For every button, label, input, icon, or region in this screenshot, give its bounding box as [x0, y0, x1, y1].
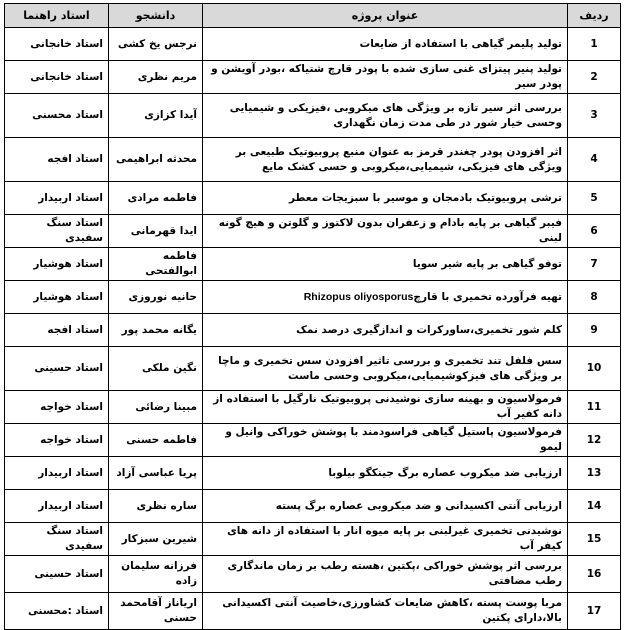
table-row: [5, 182, 621, 215]
project-title: ارزیابی ضد میکروب عصاره برگ جینکگو بیلوبا: [203, 457, 568, 490]
project-title: فیبر گیاهی بر پایه بادام و زعفران بدون لاکتوز و گلوتن و هیچ گونه لبنی: [203, 215, 568, 248]
advisor-name: استاد محسنی: [5, 94, 109, 138]
header-num: ردیف: [568, 4, 621, 28]
row-number: 8: [568, 281, 621, 314]
row-number: 11: [568, 391, 621, 424]
table-row: [5, 523, 621, 556]
row-number: 14: [568, 490, 621, 523]
table-row: [5, 490, 621, 523]
row-number: 5: [568, 182, 621, 215]
student-name: فاطمه مرادی: [109, 182, 203, 215]
student-name: محدثه ابراهیمی: [109, 138, 203, 182]
project-title-text: تهیه فرآورده تخمیری با قارچ: [413, 290, 562, 303]
advisor-name: استاد :محسنی: [5, 593, 109, 630]
advisor-name: استاد هوشیار: [5, 248, 109, 281]
student-name: مریم نظری: [109, 61, 203, 94]
student-name: فرزانه سلیمان زاده: [109, 556, 203, 593]
advisor-name: استاد حسینی: [5, 347, 109, 391]
project-title: تولید پنیر پیتزای غنی سازی شده با پودر قارچ شتیاکه ،بودر آویشن و پودر سیر: [203, 61, 568, 94]
header-student: دانشجو: [109, 4, 203, 28]
project-title: نوشیدنی تخمیری غیرلبنی بر پایه میوه انار با استفاده از دانه های کیفر آب: [203, 523, 568, 556]
student-name: فاطمه ابوالفتحی: [109, 248, 203, 281]
project-title: ارزیابی آنتی اکسیدانی و ضد میکروبی عصاره برگ پسته: [203, 490, 568, 523]
student-name: پریا عباسی آزاد: [109, 457, 203, 490]
advisor-name: استاد خانجانی: [5, 28, 109, 61]
project-title: بررسی اثر پوشش خوراکی ،پکتین ،هسته رطب بر زمان ماندگاری رطب مضافتی: [203, 556, 568, 593]
table-row: [5, 94, 621, 138]
project-title: توفو گیاهی بر پایه شیر سویا: [203, 248, 568, 281]
table-row: [5, 248, 621, 281]
advisor-name: استاد خواجه: [5, 424, 109, 457]
row-number: 3: [568, 94, 621, 138]
row-number: 16: [568, 556, 621, 593]
advisor-name: استاد اربیدار: [5, 182, 109, 215]
project-title: کلم شور تخمیری،ساورکرات و اندازگیری درصد نمک: [203, 314, 568, 347]
header-title: عنوان پروژه: [203, 4, 568, 28]
advisor-name: استاد هوشیار: [5, 281, 109, 314]
table-row: [5, 556, 621, 593]
table-row: [5, 593, 621, 630]
table-row: [5, 215, 621, 248]
project-title: فرمولاسیون پاستیل گیاهی فراسودمند با پوشش خوراکی وانیل و لیمو: [203, 424, 568, 457]
student-name: آیدا کزازی: [109, 94, 203, 138]
student-name: حانیه نوروزی: [109, 281, 203, 314]
advisor-name: استاد سنگ سفیدی: [5, 523, 109, 556]
student-name: مبینا رضائی: [109, 391, 203, 424]
advisor-name: استاد خانجانی: [5, 61, 109, 94]
row-number: 17: [568, 593, 621, 630]
project-title: ترشی پروبیوتیک بادمجان و موسیر با سبزیجات معطر: [203, 182, 568, 215]
header-advisor: استاد راهنما: [5, 4, 109, 28]
table-row: [5, 314, 621, 347]
header-row: [5, 4, 621, 28]
row-number: 10: [568, 347, 621, 391]
advisor-name: استاد اربیدار: [5, 457, 109, 490]
project-title: مربا پوست پسته ،کاهش ضایعات کشاورزی،خاصیت آنتی اکسیدانی بالا،دارای پکتین: [203, 593, 568, 630]
student-name: ایدا قهرمانی: [109, 215, 203, 248]
project-title: [203, 281, 568, 314]
table-row: [5, 61, 621, 94]
project-title: سس فلفل تند تخمیری و بررسی تاثیر افزودن سس تخمیری و ماچا بر ویژگی های فیزکوشیمیایی،میکروبی وحسی ماست: [203, 347, 568, 391]
table-row: [5, 347, 621, 391]
table-row: [5, 281, 621, 314]
project-title: اثر افزودن پودر چغندر قرمز به عنوان منبع پروبیوتیک طبیعی بر ویژگی های فیزیکی، شیمیایی،میکروبی و حسی کشک مایع: [203, 138, 568, 182]
advisor-name: استاد افجه: [5, 314, 109, 347]
table-row: [5, 391, 621, 424]
row-number: 9: [568, 314, 621, 347]
project-title: فرمولاسیون و بهینه سازی نوشیدنی پروبیوتیک نارگیل با استفاده از دانه کفیر آب: [203, 391, 568, 424]
row-number: 6: [568, 215, 621, 248]
student-name: ساره نظری: [109, 490, 203, 523]
row-number: 4: [568, 138, 621, 182]
student-name: شیرین سبزکار: [109, 523, 203, 556]
project-title: تولید پلیمر گیاهی با استفاده از ضایعات: [203, 28, 568, 61]
table-row: [5, 28, 621, 61]
advisor-name: استاد افجه: [5, 138, 109, 182]
project-title: بررسی اثر سیر تازه بر ویژگی های میکروبی ،فیزیکی و شیمیایی وحسی خیار شور در طی مدت زمان نگهداری: [203, 94, 568, 138]
advisor-name: استاد خواجه: [5, 391, 109, 424]
row-number: 7: [568, 248, 621, 281]
row-number: 2: [568, 61, 621, 94]
advisor-name: استاد سنگ سفیدی: [5, 215, 109, 248]
table-row: [5, 424, 621, 457]
row-number: 15: [568, 523, 621, 556]
student-name: نرجس یخ کشی: [109, 28, 203, 61]
projects-table: [4, 3, 621, 630]
table-row: [5, 138, 621, 182]
advisor-name: استاد حسینی: [5, 556, 109, 593]
row-number: 13: [568, 457, 621, 490]
student-name: فاطمه حسنی: [109, 424, 203, 457]
advisor-name: استاد اربیدار: [5, 490, 109, 523]
project-title-latin: Rhizopus oliyosporus: [303, 290, 414, 303]
student-name: اریاناز آقامحمد حسنی: [109, 593, 203, 630]
student-name: نگین ملکی: [109, 347, 203, 391]
row-number: 1: [568, 28, 621, 61]
table-row: [5, 457, 621, 490]
student-name: یگانه محمد پور: [109, 314, 203, 347]
row-number: 12: [568, 424, 621, 457]
